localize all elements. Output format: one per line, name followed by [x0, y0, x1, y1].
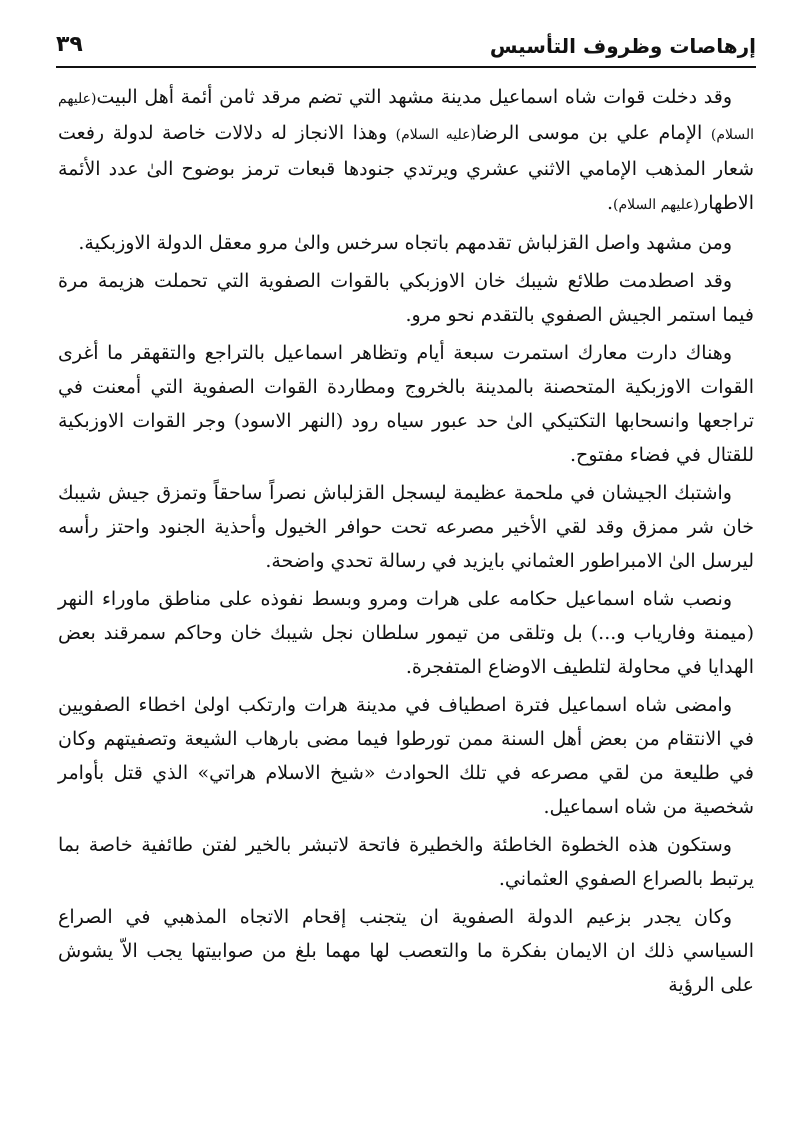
- running-title: إرهاصات وظروف التأسيس: [489, 34, 756, 58]
- paragraph-1-text-b: الإمام علي بن موسى الرضا: [475, 122, 711, 144]
- honorific-1: (عليهم السلام): [58, 91, 755, 143]
- paragraph-8: وستكون هذه الخطوة الخاطئة والخطيرة فاتحة لاتبشر بالخير لفتن طائفية خاصة بما يرتبط بالصراع الصفوي العثماني.: [58, 834, 754, 890]
- honorific-3: (عليهم السلام): [613, 197, 700, 213]
- paragraph-6: ونصب شاه اسماعيل حكامه على هرات ومرو وبسط نفوذه على مناطق ماوراء النهر (ميمنة وفارياب و...) بل وتلقى من تيمور سلطان نجل شيبك خان وحاكم سمرقند بعض الهدايا في محاولة لتلطيف الاوضاع المتفجرة.: [58, 588, 754, 678]
- paragraph-1-text-a: وقد دخلت قوات شاه اسماعيل مدينة مشهد التي تضم مرقد ثامن أئمة أهل البيت: [96, 86, 732, 108]
- page-number: ٣٩: [56, 32, 83, 57]
- paragraph-7: وامضى شاه اسماعيل فترة اصطياف في مدينة هرات وارتكب اولىٰ اخطاء الصفويين في الانتقام من بعض أهل السنة ممن تورطوا فيما مضى بارهاب الشيعة وتصفيتهم وكان في طليعة من لقي مصرعه في تلك الحوادث «شيخ الاسلام هراتي» الذي قتل بأوامر شخصية من شاه اسماعيل.: [58, 694, 754, 818]
- running-header: [56, 30, 756, 66]
- paragraph-4: وهناك دارت معارك استمرت سبعة أيام وتظاهر اسماعيل بالتراجع والتقهقر ما أغرى القوات الاوزبكية المتحصنة بالمدينة بالخروج ومطاردة القوات الصفوية التي أمعنت في تراجعها وانسحابها التكتيكي الىٰ حد عبور سياه رود (النهر الاسود) وجر القوات الاوزبكية للقتال في فضاء مفتوح.: [58, 342, 754, 466]
- paragraph-5: واشتبك الجيشان في ملحمة عظيمة ليسجل القزلباش نصراً ساحقاً وتمزق جيش شيبك خان شر ممزق وقد لقي الأخير مصرعه تحت حوافر الخيول وأحذية الجنود واحتز رأسه ليرسل الىٰ الامبراطور العثماني بايزيد في رسالة تحدي واضحة.: [58, 482, 754, 572]
- paragraph-3: وقد اصطدمت طلائع شيبك خان الاوزبكي بالقوات الصفوية التي تحملت هزيمة مرة فيما استمر الجيش الصفوي بالتقدم نحو مرو.: [58, 270, 754, 326]
- paragraph-1-text-d: .: [606, 192, 613, 214]
- paragraph-2: ومن مشهد واصل القزلباش تقدمهم باتجاه سرخس والىٰ مرو معقل الدولة الاوزبكية.: [78, 232, 732, 254]
- honorific-2: (عليه السلام): [395, 127, 476, 143]
- body-text: [58, 80, 754, 1006]
- paragraph-1: [58, 80, 754, 222]
- header-divider: [56, 66, 756, 68]
- paragraph-9: وكان يجدر بزعيم الدولة الصفوية ان يتجنب إقحام الاتجاه المذهبي في الصراع السياسي ذلك ان الايمان بفكرة ما والتعصب لها مهما بلغ من صوابيتها يجب الاّ يشوش على الرؤية: [58, 906, 754, 996]
- paragraph-1-text-c: وهذا الانجاز له دلالات خاصة لدولة رفعت شعار المذهب الإمامي الاثني عشري ويرتدي جنودها قبعات ترمز بوضوح الىٰ عدد الأئمة الاطهار: [58, 122, 754, 214]
